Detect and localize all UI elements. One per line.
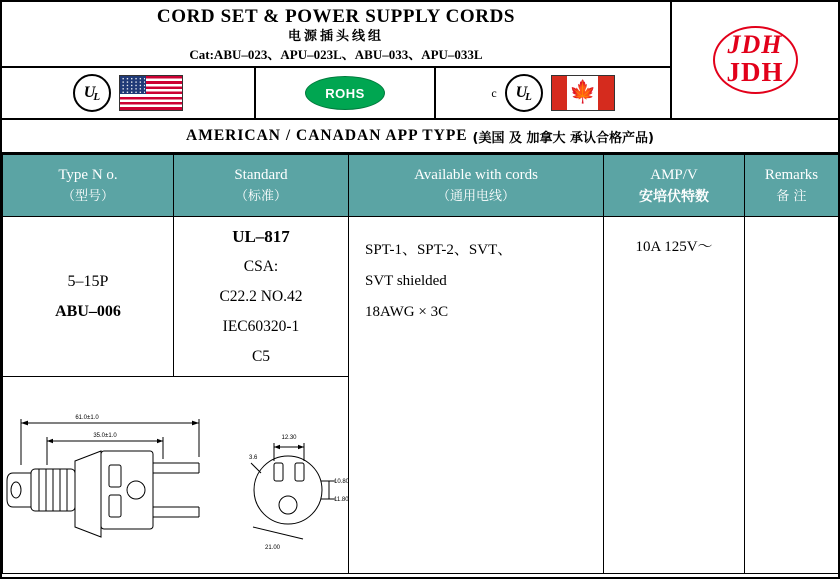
col-cords-en: Available with cords: [414, 166, 538, 183]
logo-ellipse: [713, 26, 798, 94]
cul-listed-icon: U L: [505, 74, 543, 112]
cert-ul-us: [2, 68, 256, 118]
cell-standard: [174, 217, 349, 377]
ul-listed-icon: U L: [73, 74, 111, 112]
cell-amp-v: [604, 217, 745, 574]
catalog-numbers: Cat:ABU–023、APU–023L、ABU–033、APU–033L: [189, 47, 483, 62]
col-cords: [349, 155, 604, 217]
cell-remarks: [745, 217, 839, 574]
cell-cords: [349, 217, 604, 574]
svg-text:35.0±1.0: 35.0±1.0: [93, 433, 117, 439]
svg-text:21.00: 21.00: [265, 545, 281, 551]
col-standard: [174, 155, 349, 217]
app-type-en: AMERICAN / CANADAN APP TYPE: [186, 127, 468, 144]
svg-text:61.0±1.0: 61.0±1.0: [75, 415, 99, 421]
col-remarks: [745, 155, 839, 217]
standard-line-5: C5: [251, 347, 271, 365]
svg-text:11.80: 11.80: [334, 497, 349, 503]
standard-line-3: C22.2 NO.42: [219, 287, 303, 305]
table-row: [3, 217, 839, 377]
table-header-row: [3, 155, 839, 217]
col-type-no-cn: （型号）: [61, 188, 114, 204]
page-title: CORD SET & POWER SUPPLY CORDS: [156, 6, 516, 27]
standard-line-2: CSA:: [243, 257, 279, 275]
plug-dimension-drawing: [3, 377, 348, 573]
rohs-icon: ROHS: [305, 76, 385, 110]
table-header: [3, 155, 839, 217]
canada-flag-icon: 🍁: [551, 75, 615, 111]
col-amp-v-en: AMP/V: [650, 166, 698, 183]
col-type-no: [3, 155, 174, 217]
standard-line-4: IEC60320-1: [222, 317, 300, 335]
page-title-chinese: 电源插头线组: [287, 29, 384, 44]
svg-text:10.80: 10.80: [334, 479, 349, 485]
company-logo: [713, 26, 798, 94]
col-remarks-en: Remarks: [764, 166, 819, 183]
cell-drawing: [3, 377, 349, 574]
united-states-flag-icon: [119, 75, 183, 111]
title-block: [2, 2, 670, 68]
header-right: [672, 2, 838, 118]
col-standard-en: Standard: [234, 166, 288, 183]
standard-line-1: UL–817: [232, 226, 290, 246]
col-remarks-cn: 备 注: [776, 188, 807, 204]
col-amp-v: [604, 155, 745, 217]
cords-line-3: 18AWG × 3C: [365, 304, 449, 320]
col-standard-cn: （标准）: [234, 188, 287, 204]
header-left: [2, 2, 672, 118]
amp-v-value: 10A 125V～: [635, 239, 713, 255]
logo-plain-text: JDH: [726, 57, 784, 87]
specification-table: [2, 154, 839, 574]
cul-prefix-label: c: [491, 85, 497, 100]
cell-type-no: [3, 217, 174, 377]
svg-text:3.6: 3.6: [249, 455, 258, 461]
type-code-value: ABU–006: [55, 302, 121, 320]
logo-script-text: JDH: [727, 30, 783, 59]
col-cords-cn: （通用电线）: [436, 188, 515, 204]
col-amp-v-cn: 安培伏特数: [639, 188, 709, 205]
page-header: [2, 2, 838, 120]
cords-line-1: SPT-1、SPT-2、SVT、: [365, 242, 513, 258]
app-type-banner: [2, 120, 838, 154]
table-body: [3, 217, 839, 574]
cords-line-2: SVT shielded: [365, 273, 447, 289]
app-type-cn: (美国 及 加拿大 承认合格产品): [472, 130, 654, 146]
type-no-value: 5–15P: [67, 272, 109, 290]
cert-cul-canada: [436, 68, 670, 118]
cert-rohs: [256, 68, 436, 118]
col-type-no-en: Type N o.: [58, 166, 118, 183]
svg-text:12.30: 12.30: [281, 435, 297, 441]
certification-row: [2, 68, 670, 118]
